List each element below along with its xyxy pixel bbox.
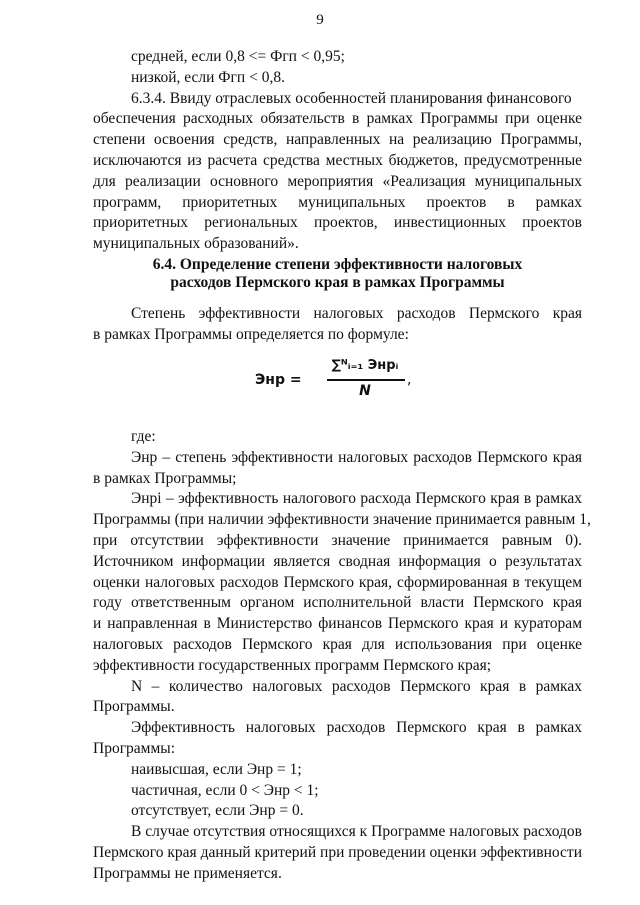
- page-number: 9: [316, 12, 324, 28]
- text-line: Программы:: [93, 740, 176, 757]
- text-line: степени освоения средств, направленных на реализацию Программы,: [93, 131, 582, 149]
- text-line: программ, приоритетных муниципальных проектов в рамках: [93, 193, 582, 211]
- formula-denominator: N: [359, 383, 371, 399]
- text-line: Программы.: [93, 698, 175, 716]
- text-line: в рамках Программы;: [93, 469, 237, 487]
- formula-lhs: Энр =: [255, 372, 302, 388]
- section-heading-line-1: 6.4. Определение степени эффективности налоговых: [152, 256, 523, 273]
- text-line: 6.3.4. Ввиду отраслевых особенностей планирования финансового: [131, 89, 572, 107]
- text-line: наивысшая, если Энр = 1;: [131, 760, 302, 778]
- text-line: Источником информации является сводная информация о результатах: [93, 552, 582, 570]
- text-line: оценки налоговых расходов Пермского края, сформированная в текущем: [93, 573, 582, 591]
- text-line: отсутствует, если Энр = 0.: [131, 802, 304, 820]
- text-line: Энрi – эффективность налогового расхода Пермского края в рамках: [131, 490, 582, 508]
- text-line: эффективности государственных программ Пермского края;: [93, 656, 492, 674]
- text-line: Энр – степень эффективности налоговых расходов Пермского края: [131, 448, 582, 466]
- section-heading-line-2: расходов Пермского края в рамках Программы: [170, 274, 505, 291]
- text-line: приоритетных региональных проектов, инвестиционных проектов: [93, 214, 582, 232]
- text-line: при отсутствии эффективности значение принимается равным 0).: [93, 532, 582, 549]
- text-line: году ответственным органом исполнительной власти Пермского края: [93, 594, 582, 612]
- text-line: Программы не применяется.: [93, 864, 282, 882]
- formula-fraction-bar: [327, 379, 405, 381]
- text-line: низкой, если Фгп < 0,8.: [131, 68, 285, 86]
- text-line: Пермского края данный критерий при проведении оценки эффективности: [93, 844, 582, 861]
- text-line: В случае отсутствия относящихся к Программе налоговых расходов: [131, 823, 582, 841]
- formula-numerator: ∑ᴺᵢ₌₁ Энрᵢ: [331, 358, 399, 373]
- text-line: обеспечения расходных обязательств в рамках Программы при оценке: [93, 110, 582, 128]
- text-line: и направленная в Министерство финансов Пермского края и кураторам: [93, 615, 582, 633]
- text-line: исключаются из расчета средства местных бюджетов, предусмотренные: [93, 152, 582, 169]
- text-line: Эффективность налоговых расходов Пермского края в рамках: [131, 719, 582, 737]
- text-line: частичная, если 0 < Энр < 1;: [131, 781, 319, 799]
- text-line: налоговых расходов Пермского края для использования при оценке: [93, 636, 582, 653]
- text-line: N – количество налоговых расходов Пермского края в рамках: [131, 677, 582, 695]
- text-line: в рамках Программы определяется по формуле:: [93, 325, 409, 343]
- text-line: для реализации основного мероприятия «Реализация муниципальных: [93, 172, 582, 190]
- formula-trailing: ,: [407, 372, 412, 388]
- text-line: Программы (при наличии эффективности значение принимается равным 1,: [93, 511, 591, 529]
- text-line: муниципальных образований».: [93, 235, 299, 253]
- formula: [255, 358, 435, 404]
- text-line: где:: [131, 428, 156, 445]
- text-line: средней, если 0,8 <= Фгп < 0,95;: [131, 48, 345, 65]
- text-line: Степень эффективности налоговых расходов Пермского края: [131, 305, 582, 322]
